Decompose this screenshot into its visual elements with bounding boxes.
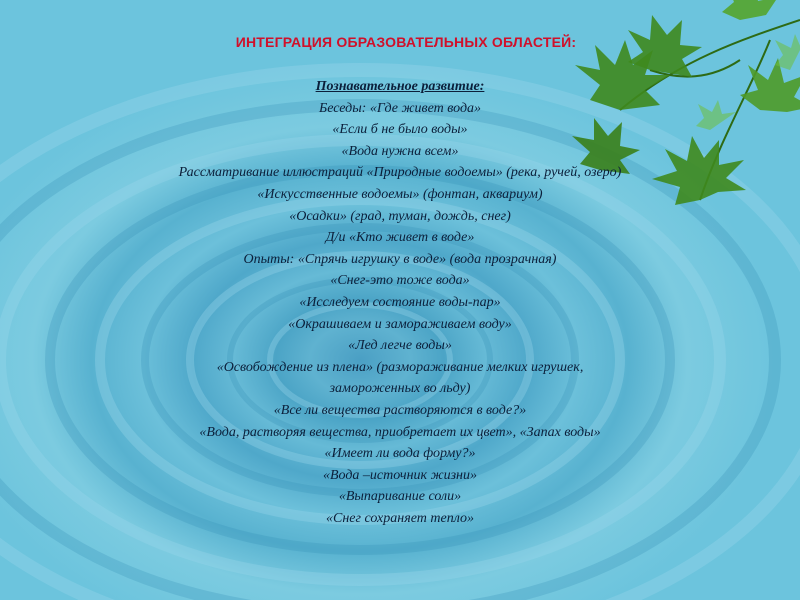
activity-line: Д/и «Кто живет в воде» [325, 230, 475, 246]
activity-line: Рассматривание иллюстраций «Природные водоемы» (река, ручей, озеро) [178, 165, 622, 181]
activity-line: «Лед легче воды» [348, 338, 452, 354]
activity-line: «Вода –источник жизни» [322, 467, 477, 483]
activity-line: «Вода нужна всем» [341, 143, 459, 159]
activity-line: Беседы: «Где живет вода» [318, 100, 482, 116]
activity-line: «Искусственные водоемы» (фонтан, аквариум) [257, 186, 543, 202]
activity-line: «Все ли вещества растворяются в воде?» [273, 402, 527, 418]
slide-title: ИНТЕГРАЦИЯ ОБРАЗОВАТЕЛЬНЫХ ОБЛАСТЕЙ: [235, 34, 577, 50]
activity-line: «Снег сохраняет тепло» [326, 510, 474, 526]
activity-line: Опыты: «Спрячь игрушку в воде» (вода прозрачная) [243, 251, 557, 267]
activity-line: «Вода, растворяя вещества, приобретает их цвет», «Запах воды» [199, 424, 601, 440]
activity-line: «Исследуем состояние воды-пар» [299, 294, 501, 310]
activity-line: замороженных во льду) [329, 381, 471, 397]
activity-line: «Имеет ли вода форму?» [324, 446, 476, 462]
section-heading: Познавательное развитие: [315, 79, 485, 94]
slide-content [0, 34, 800, 529]
activity-line: «Осадки» (град, туман, дождь, снег) [289, 208, 511, 224]
activity-line: «Освобождение из плена» (размораживание мелких игрушек, [216, 359, 584, 375]
activity-line: «Выпаривание соли» [338, 489, 462, 505]
activity-line: «Снег-это тоже вода» [330, 273, 470, 289]
activity-line: «Если б не было воды» [332, 122, 468, 138]
activity-line: «Окрашиваем и замораживаем воду» [288, 316, 512, 332]
